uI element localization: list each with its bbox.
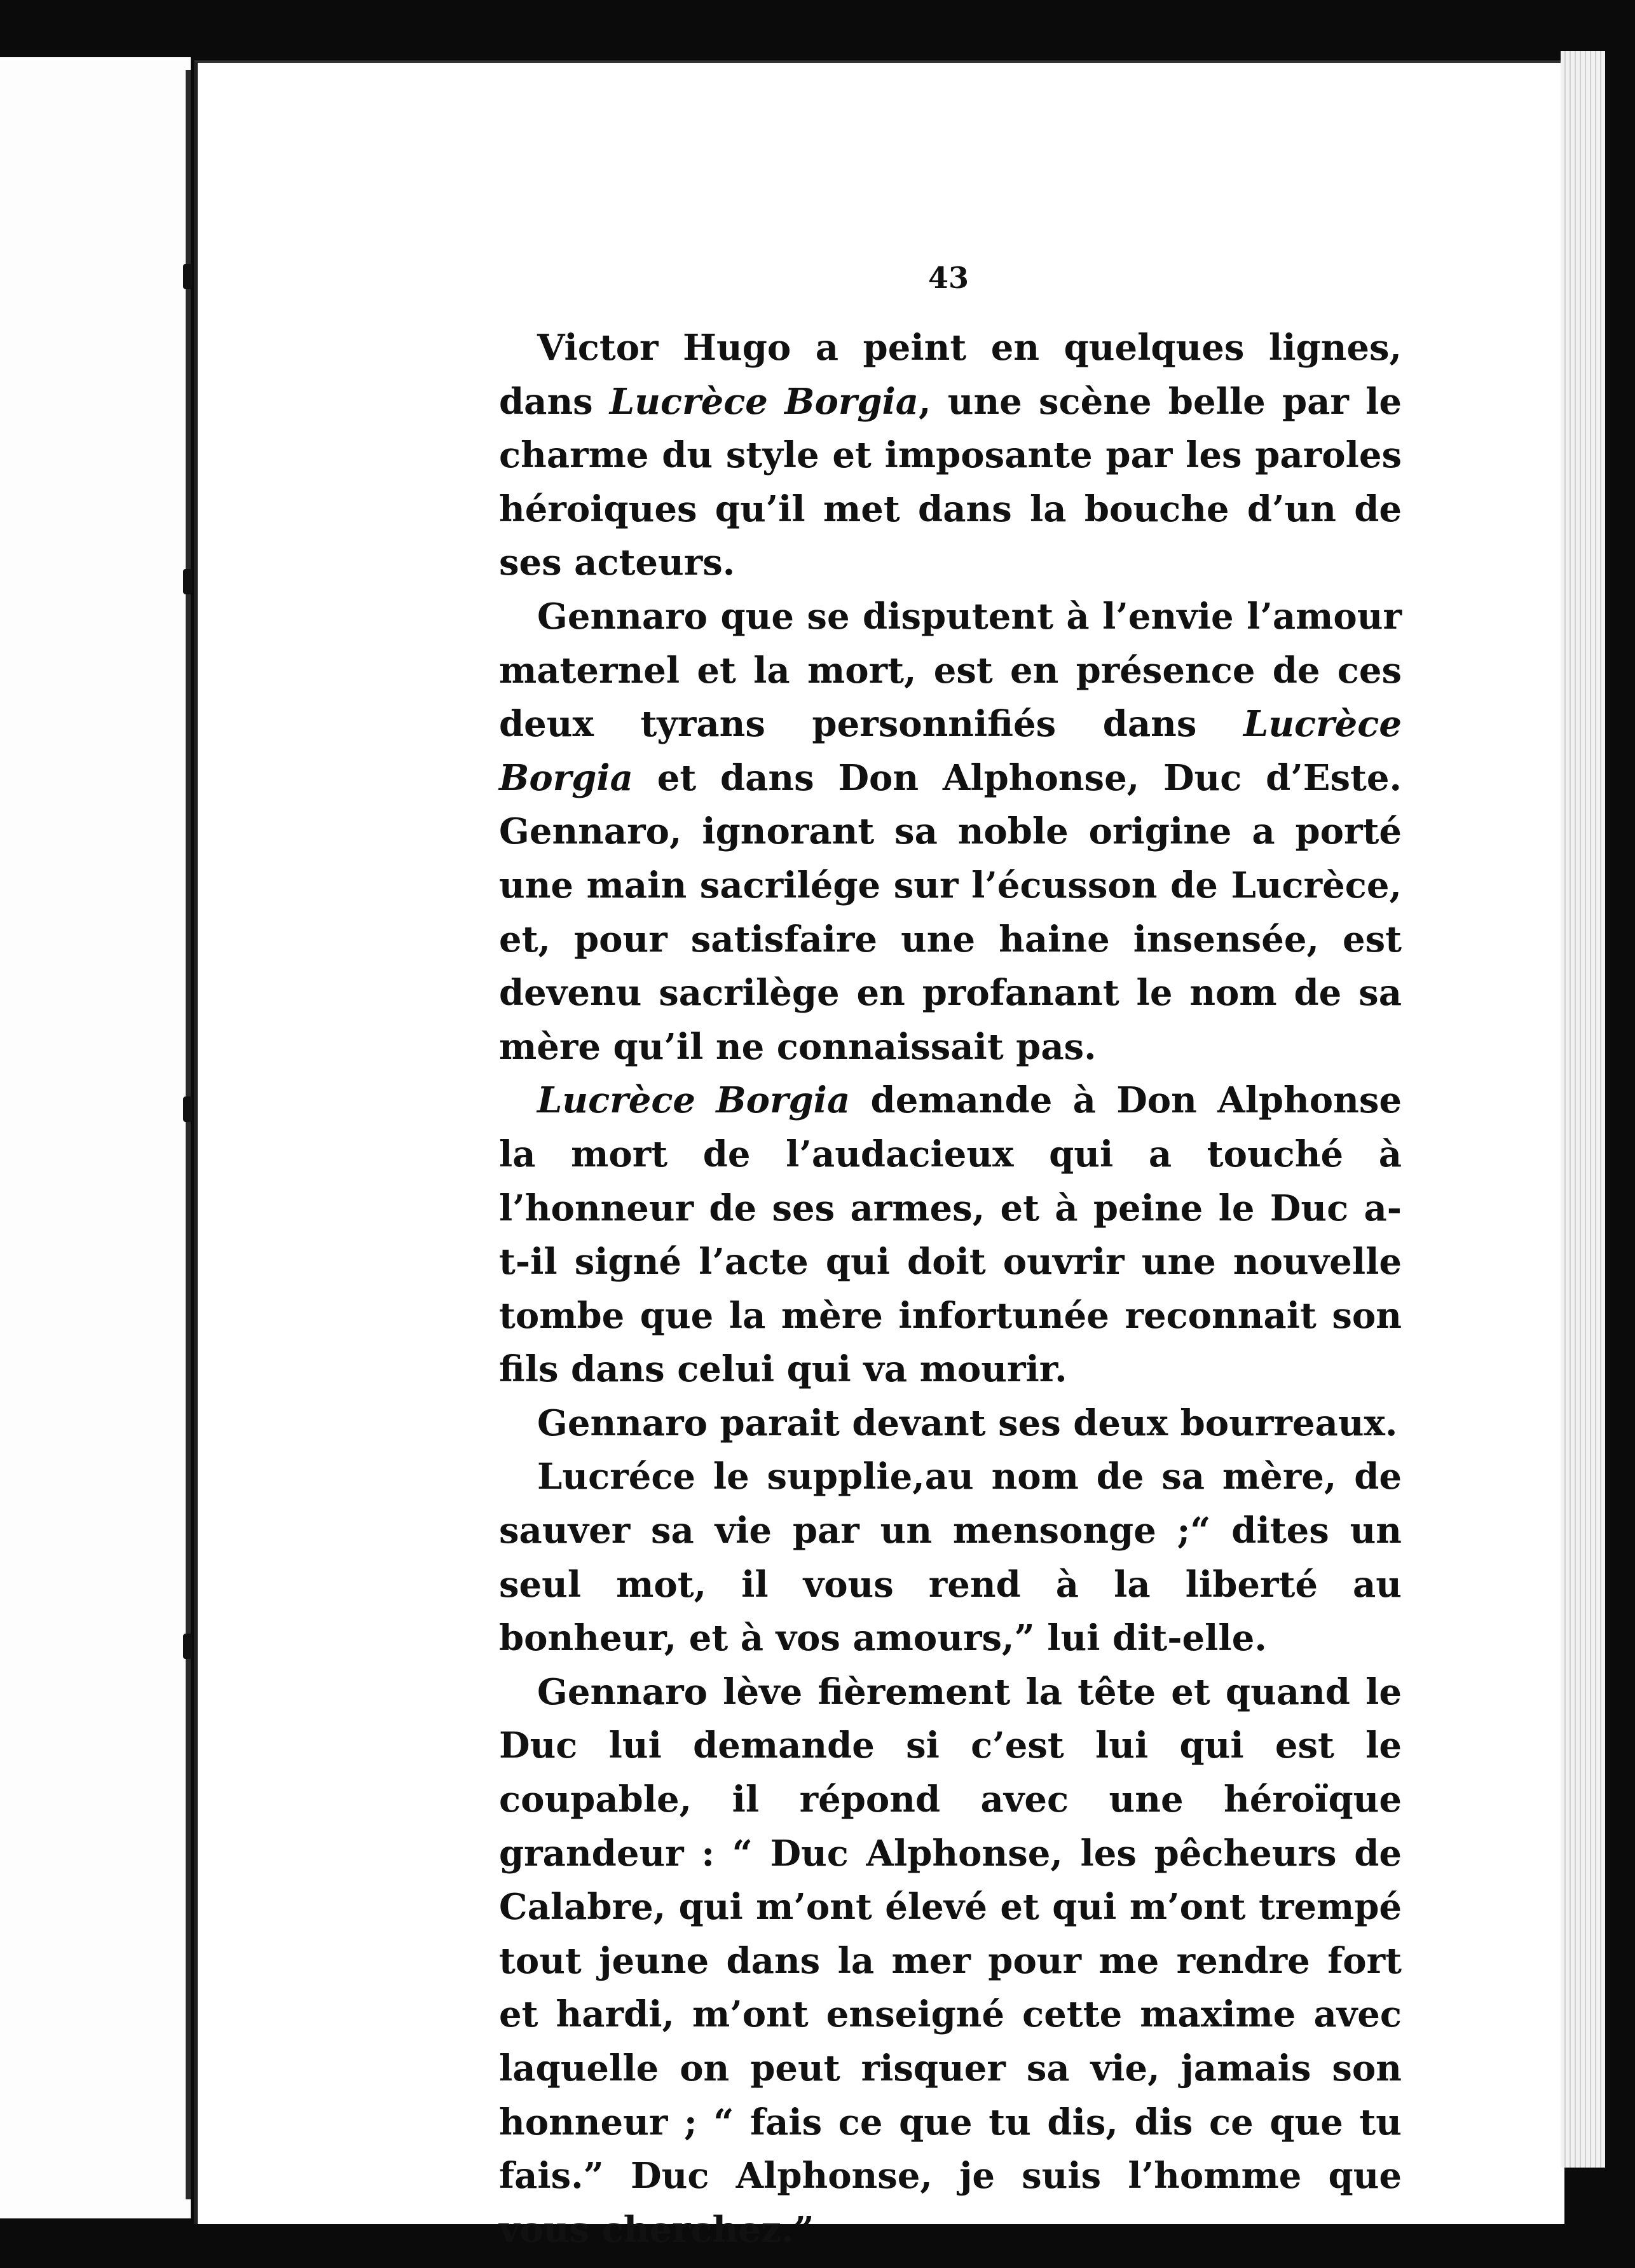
text-run: Victor Hugo a peint en quelques lignes, dans [499,327,1402,423]
text-run: demande à Don Alphonse la mort de l’audacieux qui a touché à l’honneur de ses armes, et à peine le Duc a-t-il signé l’acte qui doit ouvrir une nouvelle tombe que la mère infortunée reconnait son fils dans celui qui va mourir. [499,1079,1402,1391]
italic-title: Lucrèce Borgia [499,703,1402,799]
binding-stitch [183,569,192,594]
text-run: , une scène belle par le charme du style et imposante par les paroles héroiques qu’il met dans la bouche d’un de ses acteurs. [499,380,1402,584]
body-text [499,321,1402,2257]
text-run: Gennaro que se disputent à l’envie l’amour maternel et la mort, est en présence de ces deux tyrans personnifiés dans [499,595,1402,746]
binding-stitch [183,264,192,289]
text-run: Gennaro parait devant ses deux bourreaux. [537,1402,1398,1444]
text-run: Gennaro lève fièrement la tête et quand le Duc lui demande si c’est lui qui est le coupable, il répond avec une héroïque grandeur : “ Duc Alphonse, les pêcheurs de Calabre, qui m’ont élevé et qui m’ont trempé tout jeune dans la mer pour me rendre fort et hardi, m’ont enseigné cette maxime avec laquelle on peut risquer sa vie, jamais son honneur ; “ fais ce que tu dis, dis ce que tu fais.” Duc Alphonse, je suis l’homme que vous cherchez.” [499,1670,1402,2251]
text-run: et dans Don Alphonse, Duc d’Este. Gennaro, ignorant sa noble origine a porté une main sacrilége sur l’écusson de Lucrèce, et, pour satisfaire une haine insensée, est devenu sacrilège en profanant le nom de sa mère qu’il ne connaissait pas. [499,756,1402,1068]
italic-title: Lucrèce Borgia [537,1079,851,1122]
page-number: 43 [928,261,969,295]
page-stack-edge [1561,51,1605,2168]
facing-page-left [0,57,191,2218]
paragraph [499,1397,1402,1451]
paragraph [499,590,1402,1074]
binding-stitch [183,1634,192,1659]
text-run: Lucréce le supplie,au nom de sa mère, de sauver sa vie par un mensonge ;“ dites un seul mot, il vous rend à la liberté au bonheur, et à vos amours,” lui dit-elle. [499,1456,1402,1660]
binding-stitch [183,1096,192,1122]
paragraph [499,1450,1402,1665]
paragraph [499,1074,1402,1397]
paragraph [499,321,1402,590]
gutter-shadow [186,70,191,2199]
paragraph [499,1665,1402,2257]
italic-title: Lucrèce Borgia [609,380,919,423]
